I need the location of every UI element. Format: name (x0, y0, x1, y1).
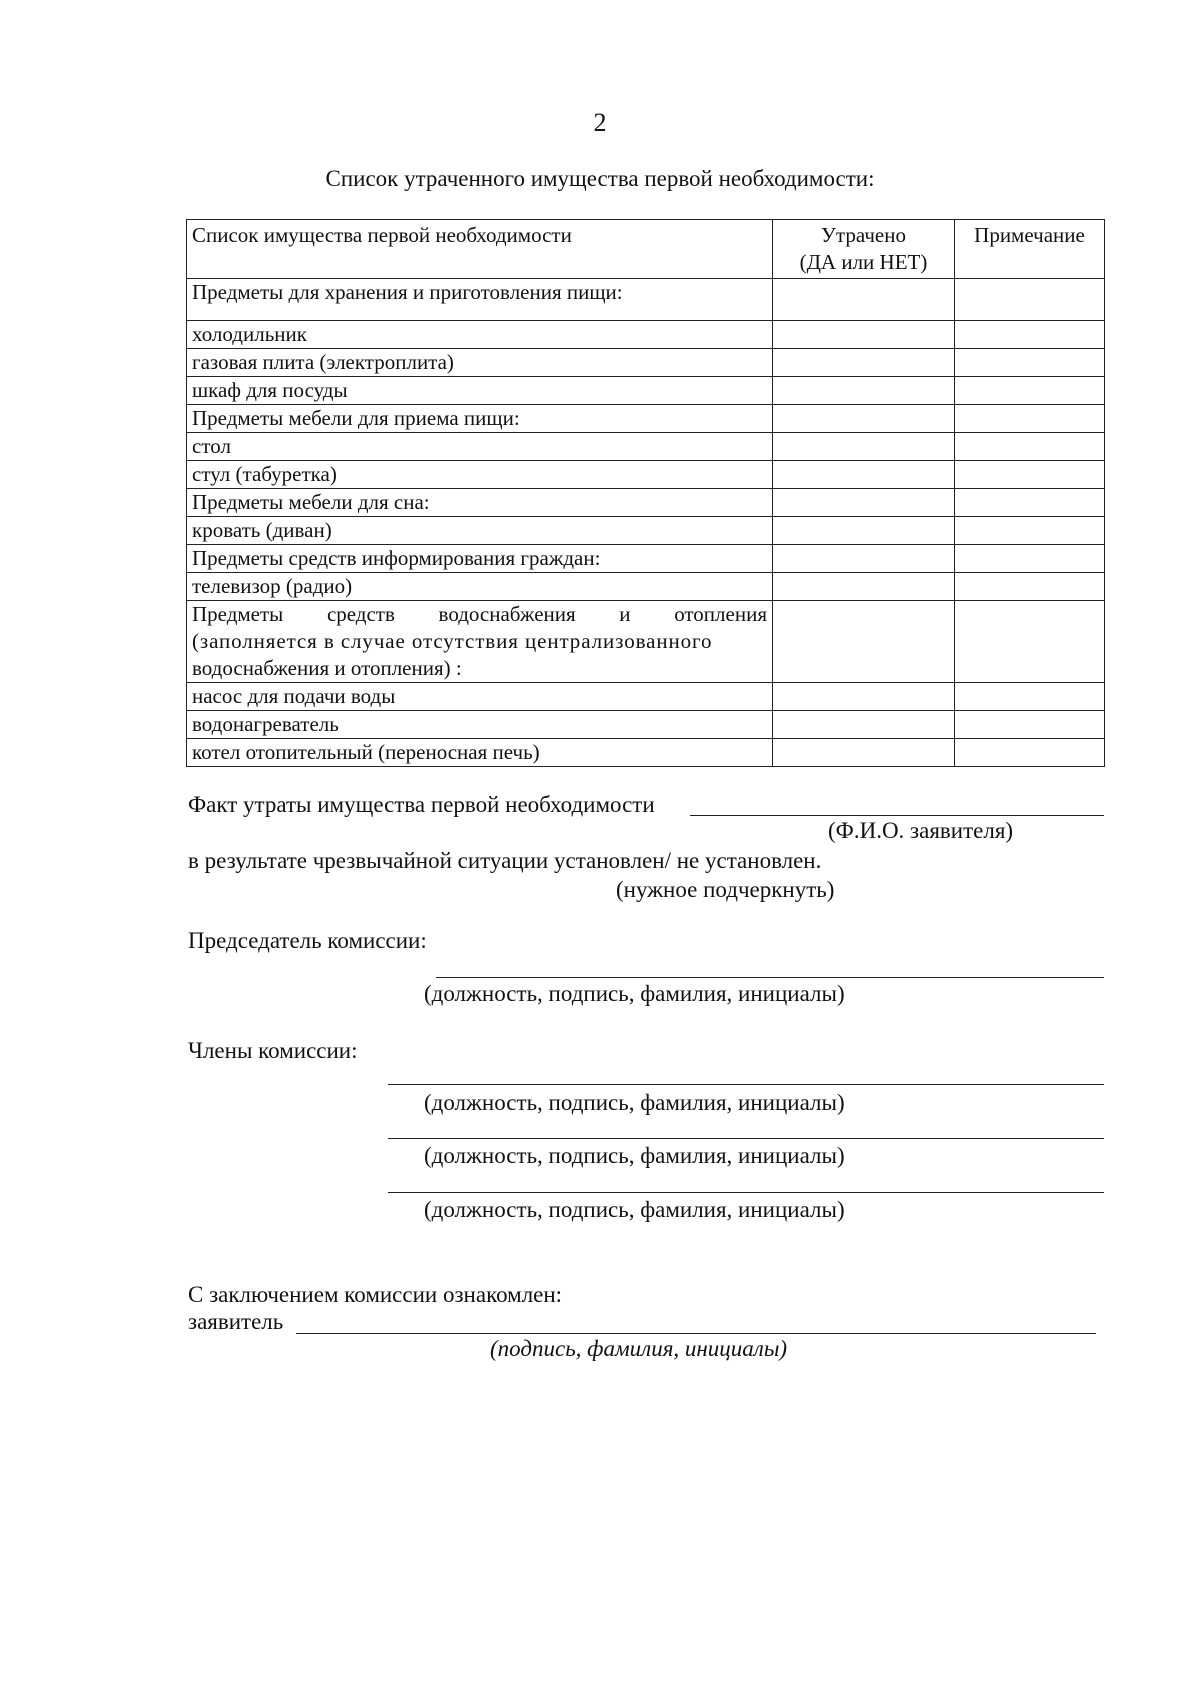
item-label: шкаф для посуды (187, 377, 773, 405)
item-label: стул (табуретка) (187, 461, 773, 489)
lost-cell[interactable] (773, 461, 955, 489)
note-cell[interactable] (955, 601, 1105, 683)
table-category-row (187, 545, 1105, 573)
chairman-signature-line[interactable] (436, 977, 1104, 978)
property-table (186, 219, 1105, 767)
water-heading-word: и (619, 602, 631, 626)
applicant-name-line[interactable] (690, 815, 1104, 816)
fact-result: в результате чрезвычайной ситуации установлен/ не установлен. (188, 848, 822, 873)
water-heading-line-1 (192, 601, 767, 628)
lost-cell[interactable] (773, 545, 955, 573)
list-title: Список утраченного имущества первой необходимости: (325, 166, 875, 191)
item-label: газовая плита (электроплита) (187, 349, 773, 377)
lost-cell[interactable] (773, 349, 955, 377)
table-row (187, 433, 1105, 461)
category-label (187, 601, 773, 683)
category-label: Предметы мебели для сна: (187, 489, 773, 517)
note-cell[interactable] (955, 683, 1105, 711)
water-heading-word: отопления (674, 602, 767, 626)
note-cell[interactable] (955, 377, 1105, 405)
note-cell[interactable] (955, 517, 1105, 545)
lost-cell[interactable] (773, 405, 955, 433)
table-category-row (187, 489, 1105, 517)
header-note: Примечание (955, 220, 1105, 279)
table-row (187, 321, 1105, 349)
member-caption-1: (должность, подпись, фамилия, инициалы) (424, 1090, 845, 1115)
category-label: Предметы средств информирования граждан: (187, 545, 773, 573)
water-heading-word: водоснабжения (438, 602, 576, 626)
note-cell[interactable] (955, 461, 1105, 489)
table-row (187, 377, 1105, 405)
page-number: 2 (593, 108, 607, 137)
note-cell[interactable] (955, 405, 1105, 433)
category-label: Предметы мебели для приема пищи: (187, 405, 773, 433)
water-heading-line-3: водоснабжения и отопления) : (192, 656, 462, 680)
applicant-signature-caption: (подпись, фамилия, инициалы) (490, 1336, 788, 1361)
lost-cell[interactable] (773, 683, 955, 711)
lost-cell[interactable] (773, 711, 955, 739)
chairman-label: Председатель комиссии: (188, 928, 427, 953)
note-cell[interactable] (955, 349, 1105, 377)
member-caption-2: (должность, подпись, фамилия, инициалы) (424, 1143, 845, 1168)
table-category-row (187, 601, 1105, 683)
member-caption-3: (должность, подпись, фамилия, инициалы) (424, 1197, 845, 1222)
lost-cell[interactable] (773, 601, 955, 683)
table-row (187, 461, 1105, 489)
applicant-signature-line[interactable] (296, 1333, 1096, 1334)
item-label: телевизор (радио) (187, 573, 773, 601)
acquaint-label: С заключением комиссии ознакомлен: (188, 1282, 563, 1307)
item-label: насос для подачи воды (187, 683, 773, 711)
acquaint-applicant-label: заявитель (188, 1309, 284, 1334)
note-cell[interactable] (955, 739, 1105, 767)
header-lost-line2: (ДА или НЕТ) (799, 250, 928, 274)
header-property-list: Список имущества первой необходимости (187, 220, 773, 279)
underline-hint: (нужное подчеркнуть) (616, 877, 835, 902)
lost-cell[interactable] (773, 279, 955, 321)
water-heading-line-2: (заполняется в случае отсутствия централизованного (192, 629, 713, 653)
note-cell[interactable] (955, 489, 1105, 517)
water-heading-word: Предметы (192, 602, 284, 626)
members-label: Члены комиссии: (188, 1038, 358, 1063)
note-cell[interactable] (955, 573, 1105, 601)
member-signature-line-1[interactable] (388, 1084, 1104, 1085)
water-heading-word: средств (326, 602, 395, 626)
table-row (187, 711, 1105, 739)
table-row (187, 349, 1105, 377)
table-row (187, 739, 1105, 767)
table-header-row (187, 220, 1105, 279)
table-row (187, 683, 1105, 711)
lost-cell[interactable] (773, 377, 955, 405)
header-lost (773, 220, 955, 279)
lost-cell[interactable] (773, 739, 955, 767)
note-cell[interactable] (955, 321, 1105, 349)
header-lost-line1: Утрачено (821, 223, 906, 247)
lost-cell[interactable] (773, 573, 955, 601)
lost-cell[interactable] (773, 433, 955, 461)
lost-cell[interactable] (773, 489, 955, 517)
table-row (187, 573, 1105, 601)
note-cell[interactable] (955, 433, 1105, 461)
item-label: водонагреватель (187, 711, 773, 739)
lost-cell[interactable] (773, 517, 955, 545)
applicant-name-caption: (Ф.И.О. заявителя) (828, 818, 1014, 843)
fact-label: Факт утраты имущества первой необходимости (188, 792, 655, 817)
table-category-row (187, 279, 1105, 321)
member-signature-line-2[interactable] (388, 1138, 1104, 1139)
item-label: котел отопительный (переносная печь) (187, 739, 773, 767)
item-label: кровать (диван) (187, 517, 773, 545)
note-cell[interactable] (955, 711, 1105, 739)
member-signature-line-3[interactable] (388, 1192, 1104, 1193)
lost-cell[interactable] (773, 321, 955, 349)
note-cell[interactable] (955, 279, 1105, 321)
chairman-caption: (должность, подпись, фамилия, инициалы) (424, 981, 845, 1006)
category-label: Предметы для хранения и приготовления пищи: (187, 279, 773, 321)
item-label: стол (187, 433, 773, 461)
table-row (187, 517, 1105, 545)
note-cell[interactable] (955, 545, 1105, 573)
item-label: холодильник (187, 321, 773, 349)
table-category-row (187, 405, 1105, 433)
